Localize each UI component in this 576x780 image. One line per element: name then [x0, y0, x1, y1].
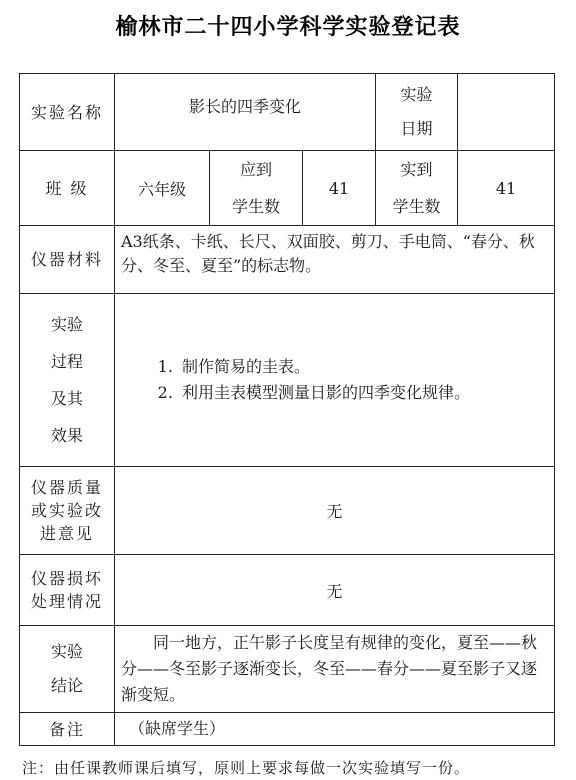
experiment-date-value — [458, 74, 555, 151]
process-label-line3: 及其 — [50, 389, 83, 408]
class-value: 六年级 — [115, 151, 210, 226]
process-value — [115, 294, 555, 467]
row-remarks — [20, 713, 555, 746]
process-label — [20, 294, 115, 467]
row-damage — [20, 555, 555, 626]
process-step: 2. 利用圭表模型测量日影的四季变化规律。 — [178, 380, 554, 406]
due-label-line1: 应到 — [239, 160, 272, 179]
damage-label-line1: 仪器损坏 — [30, 569, 103, 588]
remarks-value: （缺席学生） — [115, 713, 555, 746]
quality-label-line1: 仪器质量 — [30, 478, 103, 497]
registration-table — [19, 73, 555, 746]
conclusion-label — [20, 626, 115, 713]
row-quality — [20, 467, 555, 555]
row-conclusion — [20, 626, 555, 713]
quality-label — [20, 467, 115, 555]
row-experiment-name — [20, 74, 555, 151]
materials-label: 仪器材料 — [20, 226, 115, 294]
experiment-name-value: 影长的四季变化 — [115, 74, 376, 151]
row-materials — [20, 226, 555, 294]
process-label-line4: 效果 — [50, 426, 83, 445]
conclusion-label-line2: 结论 — [50, 676, 83, 695]
process-step: 1. 制作简易的圭表。 — [178, 354, 554, 380]
materials-value: A3纸条、卡纸、长尺、双面胶、剪刀、手电筒、“春分、秋分、冬至、夏至”的标志物。 — [115, 226, 555, 294]
conclusion-label-line1: 实验 — [50, 642, 83, 661]
quality-value: 无 — [115, 467, 555, 555]
present-label-line1: 实到 — [400, 160, 433, 179]
due-students-label — [210, 151, 303, 226]
experiment-name-label: 实验名称 — [20, 74, 115, 151]
footnote: 注：由任课教师课后填写，原则上要求每做一次实验填写一份。 — [22, 759, 471, 777]
date-label-line2: 日期 — [400, 119, 433, 138]
present-students-value: 41 — [458, 151, 555, 226]
present-students-label — [376, 151, 458, 226]
process-label-line1: 实验 — [50, 315, 83, 334]
damage-label-line2: 处理情况 — [30, 592, 103, 611]
row-class — [20, 151, 555, 226]
row-process — [20, 294, 555, 467]
due-students-value: 41 — [303, 151, 376, 226]
process-label-line2: 过程 — [50, 352, 83, 371]
experiment-date-label — [376, 74, 458, 151]
conclusion-value: 同一地方，正午影子长度呈有规律的变化，夏至——秋分——冬至影子逐渐变长，冬至——春分——夏至影子又逐渐变短。 — [115, 626, 555, 713]
quality-label-line3: 进意见 — [39, 524, 94, 543]
due-label-line2: 学生数 — [231, 197, 280, 216]
process-steps-list — [115, 354, 554, 406]
class-label: 班 级 — [20, 151, 115, 226]
damage-value: 无 — [115, 555, 555, 626]
quality-label-line2: 或实验改 — [30, 501, 103, 520]
form-title: 榆林市二十四小学科学实验登记表 — [115, 15, 461, 40]
remarks-label: 备注 — [20, 713, 115, 746]
present-label-line2: 学生数 — [392, 197, 441, 216]
date-label-line1: 实验 — [400, 85, 433, 104]
damage-label — [20, 555, 115, 626]
